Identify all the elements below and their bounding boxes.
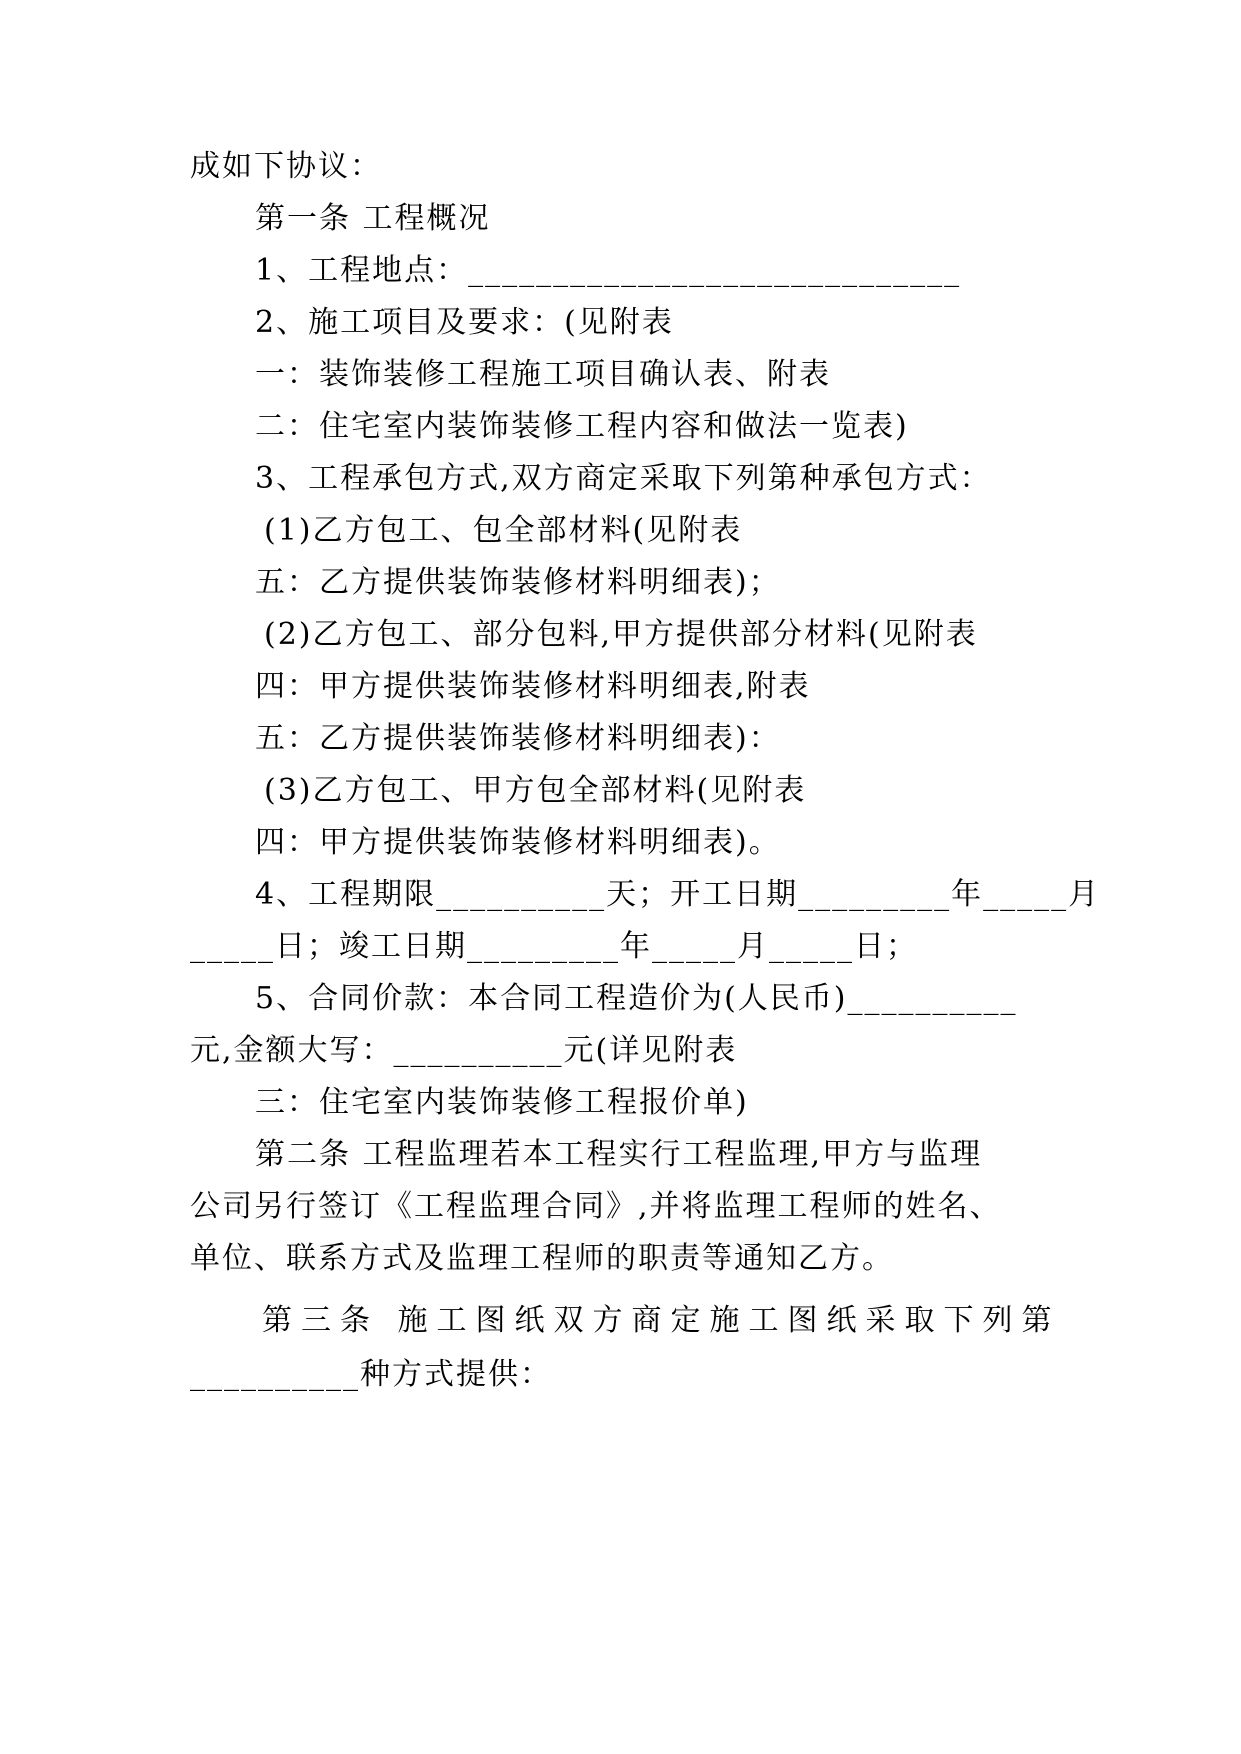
text-line: 元,金额大写：__________元(详见附表 [190,1033,738,1068]
text-line: 公司另行签订《工程监理合同》,并将监理工程师的姓名、 [190,1189,1002,1224]
text-line: 四：甲方提供装饰装修材料明细表)。 [255,825,781,860]
text-line: 2、施工项目及要求：(见附表 [255,305,674,340]
text-line: (2)乙方包工、部分包料,甲方提供部分材料(见附表 [264,617,978,652]
text-line: (1)乙方包工、包全部材料(见附表 [264,513,743,548]
text-line: 二：住宅室内装饰装修工程内容和做法一览表) [255,409,909,444]
text-line: 四：甲方提供装饰装修材料明细表,附表 [255,669,811,704]
text-line: __________种方式提供： [190,1357,552,1392]
text-line: 五：乙方提供装饰装修材料明细表)； [255,565,781,600]
text-line: 单位、联系方式及监理工程师的职责等通知乙方。 [190,1241,894,1276]
article-heading: 第一条 工程概况 [255,201,491,236]
text-line: 一：装饰装修工程施工项目确认表、附表 [255,357,831,392]
text-line: 5、合同价款：本合同工程造价为(人民币)__________ [255,981,1018,1016]
text-line: 4、工程期限__________天；开工日期_________年_____月 [255,877,1101,912]
text-line: 三：住宅室内装饰装修工程报价单) [255,1085,749,1120]
text-line: 五：乙方提供装饰装修材料明细表)： [255,721,781,756]
text-line: 3、工程承包方式,双方商定采取下列第种承包方式： [255,461,992,496]
article-heading: 第三条 施工图纸双方商定施工图纸采取下列第 [262,1303,1061,1338]
article-heading: 第二条 工程监理若本工程实行工程监理,甲方与监理 [255,1137,983,1172]
text-line: 1、工程地点：_____________________________ [255,253,962,288]
text-line: 成如下协议： [190,149,382,184]
text-line: (3)乙方包工、甲方包全部材料(见附表 [264,773,807,808]
text-line: _____日；竣工日期_________年_____月_____日； [190,929,918,964]
